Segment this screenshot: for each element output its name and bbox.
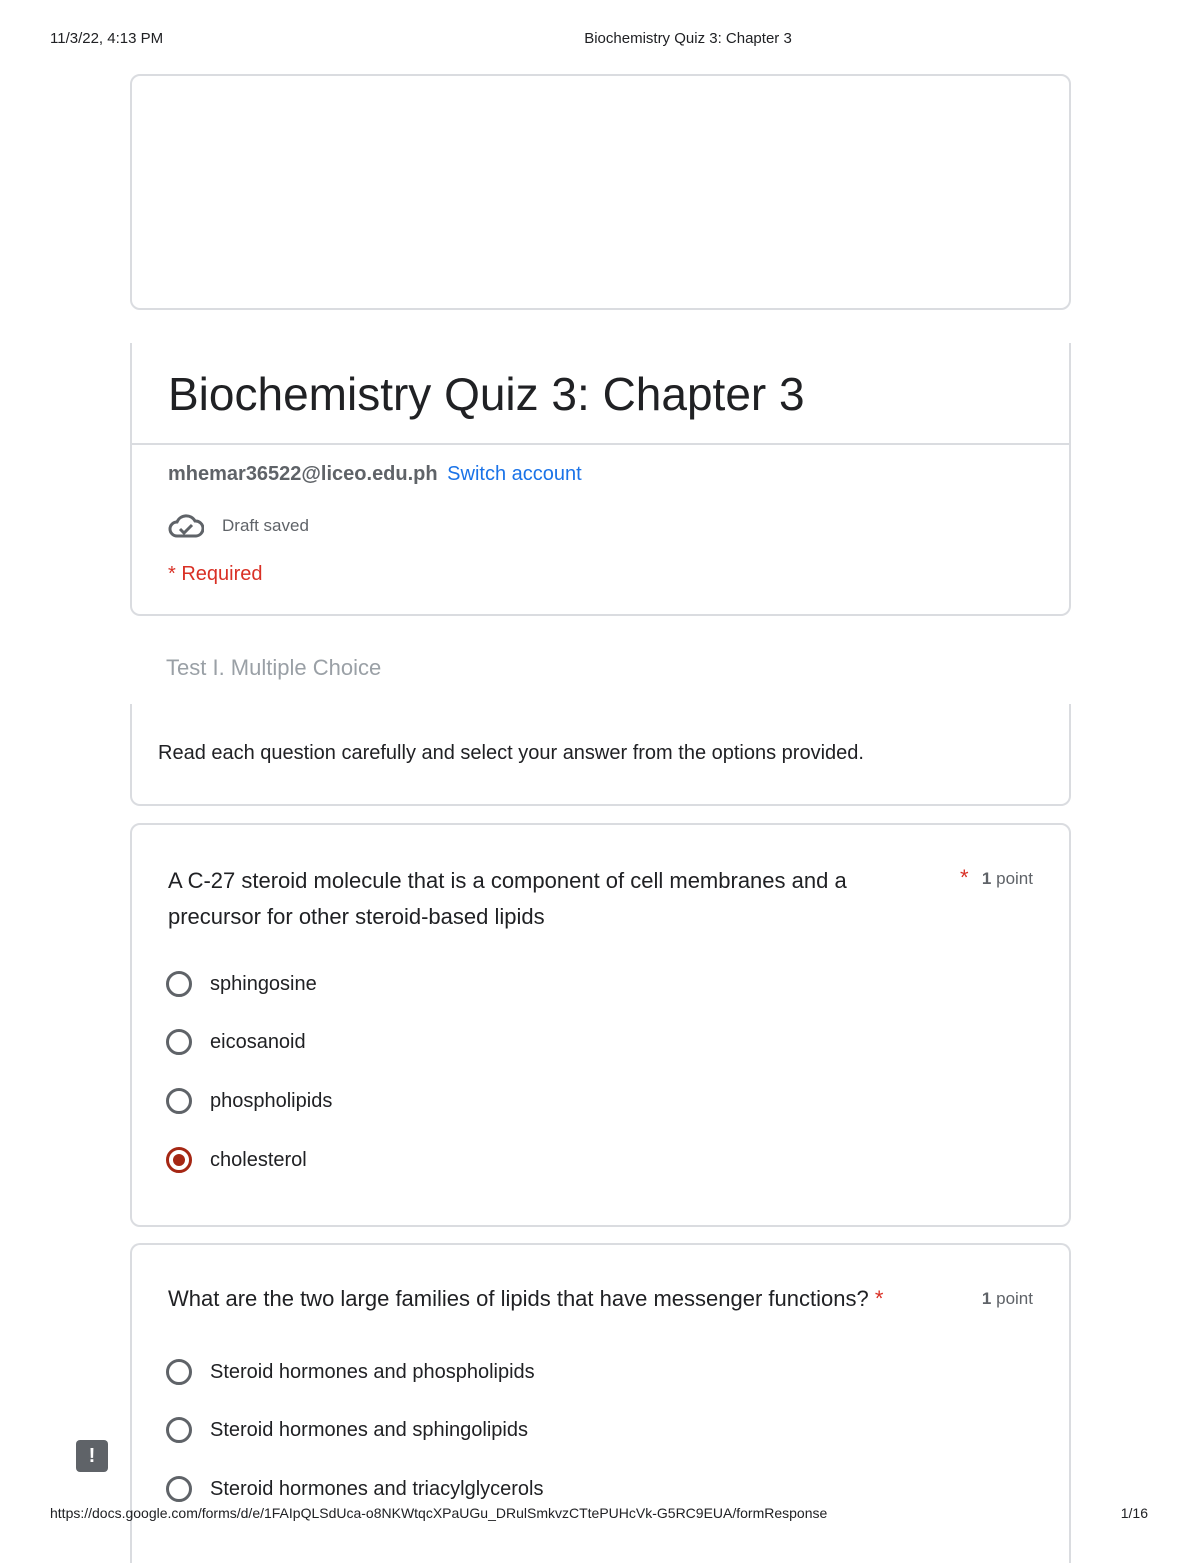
option-cholesterol[interactable] <box>166 1147 307 1173</box>
print-url: https://docs.google.com/forms/d/e/1FAIpQLSdUca-o8NKWtqcXPaUGu_DRulSmkvzCTtePUHcVk-G5RC9EUA/formResponse <box>50 1505 828 1521</box>
points-label: point <box>996 869 1033 888</box>
draft-status <box>168 513 309 539</box>
cloud-done-icon <box>168 513 204 539</box>
option-label: Steroid hormones and triacylglycerols <box>210 1477 544 1500</box>
account-email: mhemar36522@liceo.edu.ph <box>168 463 438 485</box>
question-text <box>168 1281 948 1317</box>
option-label: cholesterol <box>210 1148 307 1171</box>
print-title: Biochemistry Quiz 3: Chapter 3 <box>584 30 792 47</box>
radio-button[interactable] <box>166 1359 192 1385</box>
radio-button[interactable] <box>166 1088 192 1114</box>
print-datetime: 11/3/22, 4:13 PM <box>50 30 164 47</box>
print-header <box>0 30 1200 50</box>
radio-button[interactable] <box>166 971 192 997</box>
required-asterisk: * <box>874 1286 884 1311</box>
option-label: Steroid hormones and sphingolipids <box>210 1418 528 1441</box>
option-steroid-phospholipids[interactable] <box>166 1359 535 1385</box>
points-value: 1 <box>981 1289 992 1308</box>
option-label: phospholipids <box>210 1089 333 1112</box>
question-card-1 <box>130 823 1071 1227</box>
feedback-icon[interactable]: ! <box>76 1440 108 1472</box>
question-points <box>982 869 1033 889</box>
title-divider <box>132 443 1069 445</box>
page-number: 1/16 <box>1120 1505 1148 1521</box>
option-phospholipids[interactable] <box>166 1088 332 1114</box>
print-footer <box>0 1505 1200 1525</box>
section-description-card <box>130 704 1071 806</box>
switch-account-link[interactable]: Switch account <box>447 463 582 485</box>
option-steroid-sphingolipids[interactable] <box>166 1417 528 1443</box>
option-label: Steroid hormones and phospholipids <box>210 1360 535 1383</box>
radio-button[interactable] <box>166 1417 192 1443</box>
radio-button[interactable] <box>166 1476 192 1502</box>
form-title-card <box>130 343 1071 616</box>
points-value: 1 <box>981 869 992 888</box>
required-note: * Required <box>168 563 263 585</box>
radio-button[interactable] <box>166 1029 192 1055</box>
section-title: Test I. Multiple Choice <box>166 655 382 680</box>
option-steroid-triacylglycerols[interactable] <box>166 1476 544 1502</box>
points-label: point <box>996 1289 1033 1308</box>
question-text-content: What are the two large families of lipids that have messenger functions? <box>168 1286 869 1311</box>
option-label: sphingosine <box>210 972 317 995</box>
draft-status-text: Draft saved <box>222 516 309 535</box>
question-text: A C-27 steroid molecule that is a component of cell membranes and a precursor for other steroid-based lipids <box>168 868 847 929</box>
form-title: Biochemistry Quiz 3: Chapter 3 <box>168 368 805 420</box>
question-points <box>982 1289 1033 1309</box>
option-sphingosine[interactable] <box>166 971 317 997</box>
form-header-banner <box>130 74 1071 310</box>
option-label: eicosanoid <box>210 1030 306 1053</box>
option-eicosanoid[interactable] <box>166 1029 306 1055</box>
required-asterisk: * <box>960 865 969 890</box>
section-description: Read each question carefully and select your answer from the options provided. <box>158 742 864 764</box>
account-line <box>168 463 582 486</box>
radio-button-selected[interactable] <box>166 1147 192 1173</box>
